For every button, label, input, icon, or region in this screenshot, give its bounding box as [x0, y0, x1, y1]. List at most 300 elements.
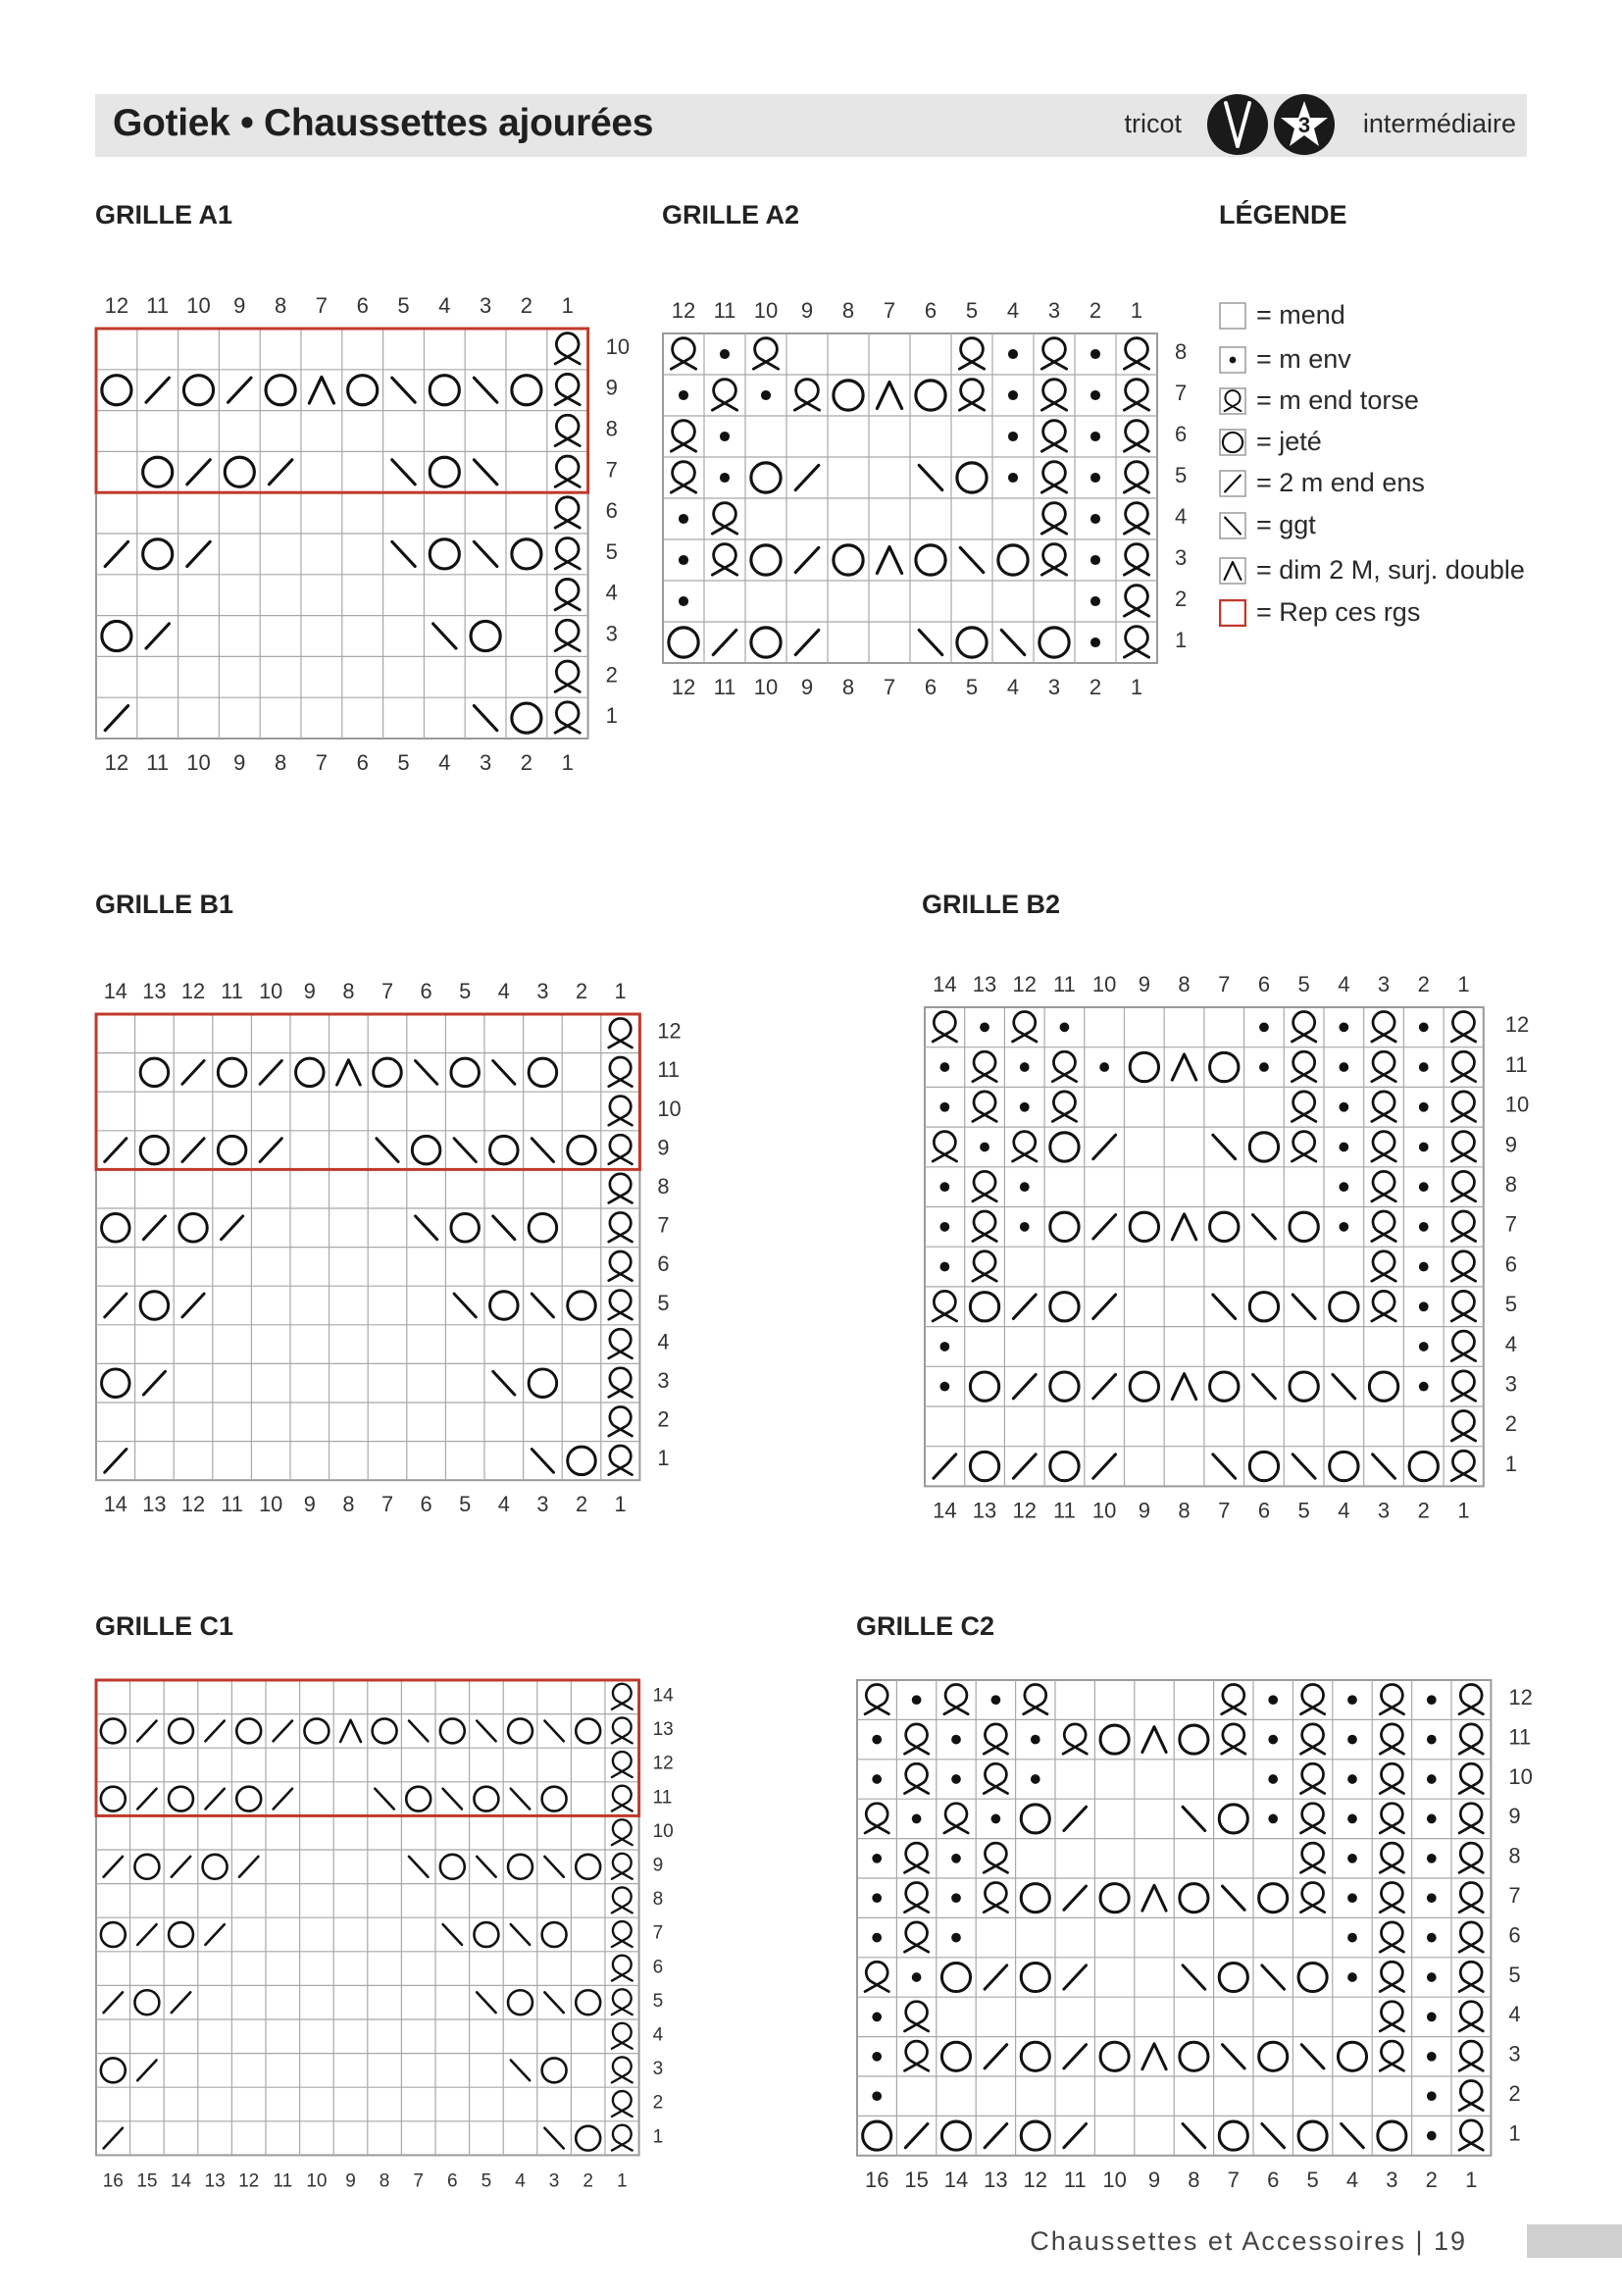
purl-dot: [720, 473, 730, 483]
purl-dot: [1268, 1695, 1278, 1705]
column-number-top: 6: [356, 293, 369, 318]
row-number: 10: [1508, 1763, 1533, 1789]
purl-dot: [679, 390, 688, 400]
purl-dot: [1347, 1972, 1357, 1982]
row-number: 5: [605, 538, 618, 564]
row-number: 12: [1508, 1685, 1533, 1710]
row-number: 5: [652, 1990, 664, 2012]
legend-dot-icon: [1219, 346, 1246, 374]
purl-dot: [1020, 1222, 1030, 1232]
row-number: 6: [605, 498, 618, 524]
purl-dot: [1427, 1814, 1437, 1824]
row-number: 11: [1504, 1051, 1528, 1077]
column-number-bottom: 13: [972, 1498, 997, 1523]
purl-dot: [1090, 514, 1100, 524]
purl-dot: [1008, 390, 1018, 400]
row-number: 12: [657, 1018, 682, 1044]
purl-dot: [1060, 1022, 1070, 1032]
chart-grid-a2: [663, 294, 1226, 702]
purl-dot: [1427, 1854, 1437, 1863]
purl-dot: [1419, 1102, 1429, 1112]
legend-label: = m end torse: [1256, 385, 1419, 415]
column-number-bottom: 7: [883, 675, 896, 699]
chart-grid-c1: [96, 1641, 708, 2194]
column-number-bottom: 5: [481, 2170, 492, 2192]
row-number: 7: [1504, 1211, 1518, 1237]
column-number-bottom: 6: [1257, 1498, 1271, 1523]
column-number-top: 1: [1130, 298, 1143, 323]
purl-dot: [1427, 1893, 1437, 1903]
row-number: 4: [605, 580, 618, 605]
column-number-bottom: 1: [614, 1492, 627, 1517]
purl-dot: [1031, 1735, 1040, 1745]
column-number-top: 13: [972, 972, 997, 996]
purl-dot: [939, 1222, 949, 1232]
grid-title-c1: GRILLE C1: [95, 1611, 234, 1641]
column-number-top: 10: [753, 298, 779, 323]
chart-grid-c2: [857, 1641, 1559, 2195]
column-number-bottom: 12: [1012, 1498, 1037, 1523]
purl-dot: [1268, 1814, 1278, 1824]
legend-label: = dim 2 M, surj. double: [1256, 555, 1525, 585]
column-number-bottom: 9: [345, 2170, 356, 2192]
purl-dot: [720, 349, 730, 359]
purl-dot: [1347, 1695, 1357, 1705]
purl-dot: [1347, 1774, 1357, 1784]
row-number: 7: [657, 1212, 670, 1238]
purl-dot: [951, 1735, 961, 1745]
purl-dot: [951, 1893, 961, 1903]
page-header: [95, 94, 1527, 157]
star-level-icon: [1273, 93, 1336, 156]
legend-cdd-icon: [1219, 557, 1246, 585]
column-number-bottom: 2: [583, 2170, 593, 2192]
column-number-top: 3: [479, 293, 492, 318]
column-number-bottom: 9: [233, 750, 246, 775]
column-number-bottom: 3: [1047, 675, 1061, 699]
column-number-top: 3: [1377, 972, 1391, 996]
column-number-bottom: 1: [617, 2170, 628, 2192]
column-number-bottom: 10: [753, 675, 779, 699]
column-number-top: 9: [303, 979, 316, 1003]
column-number-bottom: 7: [1218, 1498, 1231, 1523]
column-number-bottom: 8: [841, 675, 855, 699]
row-number: 11: [652, 1787, 673, 1809]
legend-label: = jeté: [1256, 427, 1322, 456]
grid-title-b1: GRILLE B1: [95, 890, 234, 919]
column-number-top: 5: [397, 293, 410, 318]
column-number-bottom: 5: [965, 675, 979, 699]
column-number-bottom: 8: [1178, 1498, 1191, 1523]
row-number: 1: [657, 1446, 670, 1471]
column-number-bottom: 10: [1091, 1498, 1117, 1523]
purl-dot: [1427, 1695, 1437, 1705]
purl-dot: [872, 2013, 882, 2022]
row-number: 4: [1508, 2002, 1521, 2027]
column-number-top: 9: [800, 298, 814, 323]
column-number-bottom: 7: [413, 2170, 424, 2192]
row-number: 7: [1175, 381, 1188, 406]
row-number: 10: [657, 1096, 682, 1121]
row-number: 1: [1504, 1451, 1518, 1476]
purl-dot: [1020, 1182, 1030, 1192]
column-number-bottom: 6: [1267, 2167, 1280, 2192]
row-number: 8: [1175, 339, 1188, 365]
row-number: 14: [652, 1685, 674, 1707]
row-number: 1: [652, 2126, 664, 2148]
column-number-top: 6: [420, 979, 432, 1003]
legend-ssk-icon: [1219, 512, 1246, 539]
row-number: 4: [1175, 504, 1188, 530]
column-number-bottom: 5: [1306, 2167, 1319, 2192]
column-number-top: 1: [561, 293, 574, 318]
column-number-top: 7: [380, 979, 394, 1003]
purl-dot: [1419, 1342, 1429, 1352]
row-number: 10: [605, 333, 631, 359]
footer-bar: [1527, 2224, 1622, 2258]
purl-dot: [1419, 1262, 1429, 1272]
purl-dot: [1090, 596, 1100, 606]
purl-dot: [1427, 1972, 1437, 1982]
row-number: 1: [1175, 628, 1188, 653]
column-number-bottom: 5: [397, 750, 410, 775]
purl-dot: [939, 1102, 949, 1112]
column-number-bottom: 9: [1138, 1498, 1150, 1523]
purl-dot: [1268, 1735, 1278, 1745]
column-number-bottom: 14: [170, 2170, 192, 2192]
purl-dot: [679, 596, 688, 606]
column-number-top: 1: [1457, 972, 1470, 996]
purl-dot: [872, 1854, 882, 1863]
row-number: 5: [1504, 1292, 1518, 1317]
purl-dot: [1339, 1222, 1348, 1232]
column-number-bottom: 2: [1417, 1498, 1430, 1523]
column-number-bottom: 1: [1457, 1498, 1470, 1523]
purl-dot: [1099, 1062, 1109, 1072]
row-number: 2: [605, 662, 618, 688]
column-number-bottom: 9: [800, 675, 814, 699]
purl-dot: [1419, 1022, 1429, 1032]
column-number-top: 2: [1417, 972, 1430, 996]
purl-dot: [1427, 2013, 1437, 2022]
row-number: 3: [1508, 2041, 1521, 2066]
column-number-bottom: 14: [943, 2167, 969, 2192]
column-number-top: 11: [713, 298, 736, 323]
column-number-bottom: 3: [1386, 2167, 1398, 2192]
legend-label: = 2 m end ens: [1256, 468, 1425, 497]
column-number-bottom: 11: [713, 675, 736, 699]
column-number-top: 9: [1138, 972, 1150, 996]
purl-dot: [1259, 1062, 1269, 1072]
purl-dot: [939, 1342, 949, 1352]
row-number: 12: [1504, 1012, 1530, 1038]
column-number-top: 7: [883, 298, 896, 323]
row-number: 9: [1508, 1804, 1521, 1829]
purl-dot: [1347, 1735, 1357, 1745]
row-number: 8: [605, 416, 618, 441]
row-number: 4: [657, 1329, 670, 1354]
row-number: 7: [605, 457, 618, 483]
row-number: 3: [1504, 1371, 1518, 1397]
row-number: 3: [1175, 545, 1188, 571]
column-number-top: 8: [274, 293, 287, 318]
row-number: 3: [652, 2059, 664, 2080]
column-number-bottom: 10: [1102, 2167, 1127, 2192]
purl-dot: [980, 1143, 989, 1152]
grid-title-a1: GRILLE A1: [95, 200, 233, 230]
column-number-bottom: 2: [1425, 2167, 1438, 2192]
footer-text: Chaussettes et Accessoires | 19: [1030, 2226, 1467, 2256]
legend-label: = Rep ces rgs: [1256, 597, 1421, 627]
column-number-top: 8: [1178, 972, 1191, 996]
column-number-bottom: 12: [671, 675, 696, 699]
column-number-top: 8: [342, 979, 355, 1003]
purl-dot: [1230, 357, 1237, 364]
column-number-bottom: 6: [447, 2170, 458, 2192]
purl-dot: [1008, 349, 1018, 359]
purl-dot: [951, 1854, 961, 1863]
purl-dot: [1419, 1301, 1429, 1311]
column-number-bottom: 6: [356, 750, 369, 775]
row-number: 6: [1175, 422, 1188, 447]
purl-dot: [1031, 1774, 1040, 1784]
purl-dot: [1419, 1143, 1429, 1152]
purl-dot: [1090, 432, 1100, 441]
row-number: 5: [1508, 1962, 1521, 1987]
column-number-top: 8: [841, 298, 855, 323]
column-number-bottom: 7: [1227, 2167, 1240, 2192]
grid-title-c2: GRILLE C2: [856, 1611, 995, 1641]
row-number: 8: [652, 1889, 664, 1911]
row-number: 9: [652, 1855, 664, 1876]
column-number-bottom: 14: [933, 1498, 957, 1523]
purl-dot: [1419, 1382, 1429, 1392]
purl-dot: [1427, 2091, 1437, 2101]
purl-dot: [872, 1933, 882, 1943]
column-number-bottom: 10: [186, 750, 211, 775]
column-number-bottom: 12: [180, 1492, 206, 1517]
column-number-bottom: 12: [238, 2170, 260, 2192]
column-number-bottom: 13: [204, 2170, 226, 2192]
purl-dot: [1008, 432, 1018, 441]
purl-dot: [951, 1933, 961, 1943]
column-number-top: 12: [1012, 972, 1037, 996]
row-number: 13: [652, 1719, 674, 1741]
column-number-top: 4: [497, 979, 510, 1003]
purl-dot: [1090, 638, 1100, 647]
purl-dot: [912, 1695, 922, 1705]
purl-dot: [872, 2091, 882, 2101]
column-number-top: 10: [186, 293, 211, 318]
column-number-bottom: 6: [420, 1492, 432, 1517]
purl-dot: [1339, 1062, 1348, 1072]
column-number-top: 12: [671, 298, 696, 323]
purl-dot: [1020, 1102, 1030, 1112]
grid-title-a2: GRILLE A2: [662, 200, 800, 230]
column-number-bottom: 14: [103, 1492, 127, 1517]
row-number: 9: [657, 1135, 670, 1160]
purl-dot: [1090, 473, 1100, 483]
purl-dot: [951, 1774, 961, 1784]
column-number-top: 14: [103, 979, 127, 1003]
purl-dot: [1419, 1062, 1429, 1072]
column-number-top: 2: [520, 293, 533, 318]
column-number-bottom: 4: [438, 750, 451, 775]
column-number-bottom: 7: [380, 1492, 394, 1517]
column-number-top: 13: [142, 979, 167, 1003]
purl-dot: [679, 555, 688, 565]
column-number-bottom: 8: [274, 750, 287, 775]
column-number-bottom: 5: [459, 1492, 472, 1517]
column-number-top: 3: [536, 979, 549, 1003]
purl-dot: [1090, 349, 1100, 359]
column-number-top: 2: [1089, 298, 1102, 323]
purl-dot: [939, 1182, 949, 1192]
column-number-top: 11: [221, 979, 243, 1003]
column-number-bottom: 8: [379, 2170, 390, 2192]
purl-dot: [1339, 1022, 1348, 1032]
row-number: 2: [657, 1406, 670, 1432]
column-number-bottom: 2: [520, 750, 533, 775]
column-number-top: 7: [1218, 972, 1231, 996]
column-number-bottom: 7: [315, 750, 329, 775]
column-number-top: 5: [1297, 972, 1310, 996]
column-number-top: 3: [1047, 298, 1061, 323]
purl-dot: [1339, 1102, 1348, 1112]
purl-dot: [1008, 473, 1018, 483]
legend-k2tog-icon: [1219, 470, 1246, 497]
row-number: 2: [652, 2092, 664, 2114]
column-number-bottom: 8: [1188, 2167, 1200, 2192]
grid-title-b2: GRILLE B2: [922, 890, 1061, 919]
purl-dot: [1339, 1143, 1348, 1152]
purl-dot: [872, 2052, 882, 2062]
column-number-bottom: 1: [561, 750, 574, 775]
purl-dot: [980, 1022, 989, 1032]
row-number: 10: [652, 1820, 674, 1842]
purl-dot: [1259, 1022, 1269, 1032]
column-number-bottom: 11: [146, 750, 170, 775]
column-number-top: 10: [259, 979, 283, 1003]
row-number: 1: [605, 703, 618, 729]
column-number-bottom: 4: [515, 2170, 526, 2192]
column-number-bottom: 4: [1006, 675, 1020, 699]
legend-twist-icon: [1219, 387, 1246, 415]
chart-grid-b1: [96, 975, 708, 1519]
legend-yo-icon: [1219, 429, 1246, 456]
legend-label: = ggt: [1256, 510, 1316, 539]
row-number: 6: [1504, 1251, 1518, 1277]
row-number: 6: [1508, 1922, 1521, 1948]
row-number: 10: [1504, 1092, 1530, 1117]
row-number: 1: [1508, 2120, 1521, 2146]
row-number: 12: [652, 1753, 674, 1774]
row-number: 6: [657, 1251, 670, 1277]
column-number-bottom: 8: [342, 1492, 355, 1517]
column-number-top: 6: [1257, 972, 1271, 996]
purl-dot: [912, 1814, 922, 1824]
row-number: 8: [1508, 1843, 1521, 1868]
column-number-bottom: 9: [303, 1492, 316, 1517]
purl-dot: [912, 1972, 922, 1982]
column-number-top: 1: [614, 979, 627, 1003]
column-number-bottom: 15: [136, 2170, 158, 2192]
column-number-top: 6: [924, 298, 938, 323]
column-number-bottom: 13: [984, 2167, 1008, 2192]
column-number-bottom: 1: [1465, 2167, 1478, 2192]
purl-dot: [939, 1062, 949, 1072]
row-number: 9: [1504, 1132, 1518, 1157]
column-number-top: 9: [233, 293, 246, 318]
craft-label: tricot: [1124, 109, 1182, 138]
column-number-top: 4: [1338, 972, 1350, 996]
column-number-bottom: 2: [575, 1492, 588, 1517]
row-number: 11: [657, 1057, 680, 1083]
column-number-bottom: 11: [1063, 2167, 1087, 2192]
column-number-bottom: 1: [1130, 675, 1143, 699]
purl-dot: [872, 1774, 882, 1784]
purl-dot: [1020, 1062, 1030, 1072]
row-number: 2: [1508, 2081, 1521, 2107]
row-number: 5: [657, 1290, 670, 1315]
purl-dot: [1419, 1222, 1429, 1232]
purl-dot: [939, 1382, 949, 1392]
purl-dot: [872, 1893, 882, 1903]
purl-dot: [939, 1262, 949, 1272]
column-number-bottom: 11: [273, 2170, 293, 2192]
column-number-bottom: 10: [306, 2170, 328, 2192]
column-number-bottom: 15: [904, 2167, 929, 2192]
purl-dot: [1339, 1182, 1348, 1192]
column-number-bottom: 12: [104, 750, 129, 775]
row-number: 4: [652, 2024, 664, 2046]
row-number: 3: [605, 621, 618, 646]
column-number-top: 14: [933, 972, 957, 996]
row-number: 7: [652, 1922, 664, 1944]
column-number-top: 4: [1006, 298, 1020, 323]
purl-dot: [1427, 1774, 1437, 1784]
row-number: 7: [1508, 1883, 1521, 1909]
column-number-bottom: 3: [536, 1492, 549, 1517]
row-number: 8: [657, 1173, 670, 1199]
legend-title: LÉGENDE: [1219, 200, 1347, 230]
knitting-needles-icon: [1206, 93, 1269, 156]
level-label: intermédiaire: [1362, 109, 1516, 138]
column-number-top: 5: [965, 298, 979, 323]
row-number: 4: [1504, 1331, 1518, 1356]
purl-dot: [1347, 1854, 1357, 1863]
row-number: 3: [657, 1367, 670, 1393]
column-number-bottom: 6: [924, 675, 938, 699]
purl-dot: [1090, 555, 1100, 565]
column-number-top: 10: [1091, 972, 1117, 996]
column-number-bottom: 2: [1089, 675, 1102, 699]
purl-dot: [720, 432, 730, 441]
column-number-bottom: 11: [221, 1492, 243, 1517]
column-number-bottom: 10: [259, 1492, 283, 1517]
purl-dot: [991, 1814, 1001, 1824]
purl-dot: [872, 1735, 882, 1745]
column-number-bottom: 4: [1338, 1498, 1350, 1523]
column-number-bottom: 16: [102, 2170, 124, 2192]
purl-dot: [1347, 1893, 1357, 1903]
column-number-bottom: 16: [864, 2167, 889, 2192]
row-number: 2: [1504, 1411, 1518, 1437]
legend-label: = m env: [1256, 344, 1351, 374]
column-number-bottom: 3: [548, 2170, 560, 2192]
chart-grid-b2: [925, 968, 1552, 1525]
column-number-bottom: 11: [1053, 1498, 1076, 1523]
